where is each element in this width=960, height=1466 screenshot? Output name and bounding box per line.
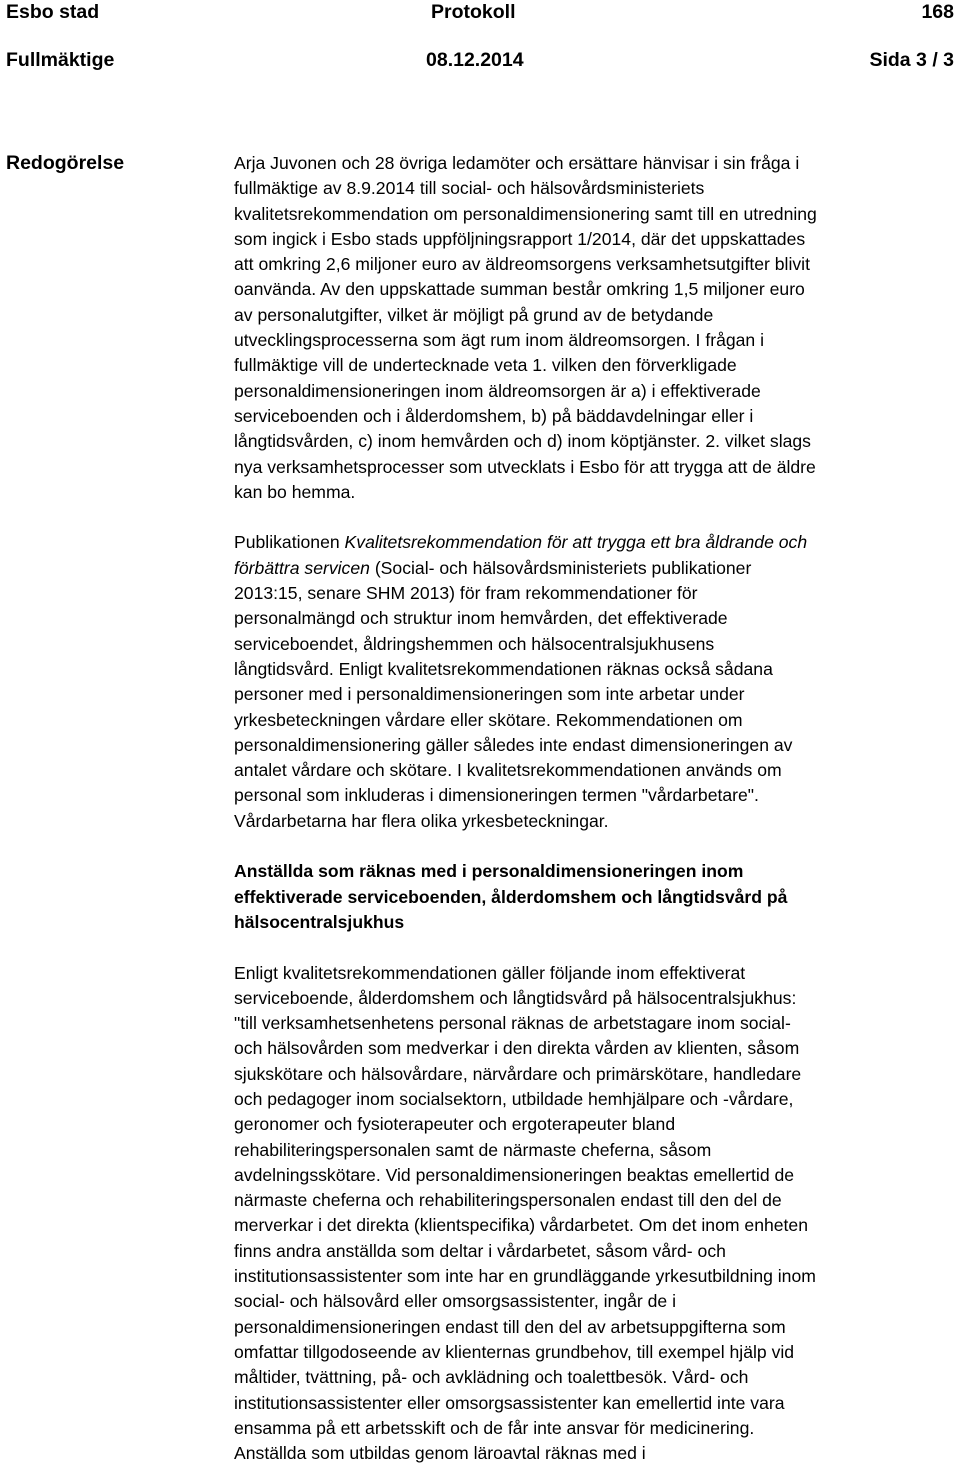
text-line: 2013:15, senare SHM 2013) för fram rekommendationer för [234, 581, 958, 606]
text-line: geronomer och fysioterapeuter och ergoterapeuter bland [234, 1112, 958, 1137]
text-line: personaldimensioneringen inom äldreomsorgen är a) i effektiverade [234, 379, 958, 404]
paragraph-recommendation [234, 961, 958, 1466]
text-line: närmaste cheferna och rehabiliteringspersonalen endast till den del de [234, 1188, 958, 1213]
header-body: Fullmäktige [6, 48, 114, 72]
section-heading [234, 859, 958, 935]
text-line: kvalitetsrekommendation om personaldimensionering samt till en utredning [234, 202, 958, 227]
text-line: av personalutgifter, vilket är möjligt på grund av de betydande [234, 303, 958, 328]
heading-line: hälsocentralsjukhus [234, 910, 958, 935]
text-line: att omkring 2,6 miljoner euro av äldreomsorgens verksamhetsutgifter blivit [234, 252, 958, 277]
text-line: finns andra anställda som deltar i vårdarbetet, såsom vård- och [234, 1239, 958, 1264]
text-line: personalmängd och struktur inom hemvården, det effektiverade [234, 606, 958, 631]
header-date: 08.12.2014 [426, 48, 524, 72]
text-line: avdelningsskötare. Vid personaldimensioneringen beaktas emellertid de [234, 1163, 958, 1188]
text-line: serviceboende, ålderdomshem och långtidsvård på hälsocentralsjukhus: [234, 986, 958, 1011]
text-line: "till verksamhetsenhetens personal räknas de arbetstagare inom social- [234, 1011, 958, 1036]
text-line: oanvända. Av den uppskattade summan består omkring 1,5 miljoner euro [234, 277, 958, 302]
text-line: kan bo hemma. [234, 480, 958, 505]
paragraph-spacer [234, 935, 958, 960]
main-text [234, 151, 958, 1466]
text-line: ensamma på ett arbetsskift och de får inte ansvar för medicinering. [234, 1416, 958, 1441]
heading-line: effektiverade serviceboenden, ålderdomshem och långtidsvård på [234, 885, 958, 910]
text-line [234, 530, 958, 555]
text-line: antalet vårdare och skötare. I kvalitetsrekommendationen används om [234, 758, 958, 783]
header-organization: Esbo stad [6, 0, 99, 24]
text-line: serviceboendet, åldringshemmen och hälsocentralsjukhusens [234, 632, 958, 657]
text-line: rehabiliteringspersonalen samt de närmaste cheferna, såsom [234, 1138, 958, 1163]
text-line: institutionsassistenter eller omsorgsassistenter kan emellertid inte vara [234, 1391, 958, 1416]
text-run: (Social- och hälsovårdsministeriets publikationer [370, 558, 751, 578]
text-line: personer med i personaldimensioneringen som inte arbetar under [234, 682, 958, 707]
text-line: Vårdarbetarna har flera olika yrkesbeteckningar. [234, 809, 958, 834]
text-line: och pedagoger inom socialsektorn, utbildade hemhjälpare och -vårdare, [234, 1087, 958, 1112]
text-line: personaldimensioneringen endast till den del av arbetsuppgifterna som [234, 1315, 958, 1340]
text-line: Anställda som utbildas genom läroavtal räknas med i [234, 1441, 958, 1466]
header-document-type: Protokoll [431, 0, 516, 24]
text-line: som ingick i Esbo stads uppföljningsrapport 1/2014, där det uppskattades [234, 227, 958, 252]
paragraph-question [234, 151, 958, 505]
header-protocol-number: 168 [921, 0, 954, 24]
header-page-number: Sida 3 / 3 [869, 48, 954, 72]
paragraph-spacer [234, 834, 958, 859]
section-label: Redogörelse [6, 151, 124, 175]
text-line: yrkesbeteckningen vårdare eller skötare. Rekommendationen om [234, 708, 958, 733]
text-line: merverkar i det direkta (klientspecifika) vårdarbetet. Om det inom enheten [234, 1213, 958, 1238]
text-line: omfattar tillgodoseende av klienternas grundbehov, till exempel hjälp vid [234, 1340, 958, 1365]
publication-title: Kvalitetsrekommendation för att trygga ett bra åldrande och [345, 532, 808, 552]
text-line: personaldimensionering gäller således inte endast dimensioneringen av [234, 733, 958, 758]
text-run: Publikationen [234, 532, 345, 552]
text-line: personal som inkluderas i dimensioneringen termen "vårdarbetare". [234, 783, 958, 808]
publication-title: förbättra servicen [234, 558, 370, 578]
text-line: nya verksamhetsprocesser som utvecklats i Esbo för att trygga att de äldre [234, 455, 958, 480]
text-line: måltider, tvättning, på- och avklädning och toalettbesök. Vård- och [234, 1365, 958, 1390]
paragraph-spacer [234, 505, 958, 530]
paragraph-publication [234, 530, 958, 834]
text-line: Enligt kvalitetsrekommendationen gäller följande inom effektiverat [234, 961, 958, 986]
text-line: långtidsvård. Enligt kvalitetsrekommendationen räknas också sådana [234, 657, 958, 682]
text-line: social- och hälsovård eller omsorgsassistenter, ingår de i [234, 1289, 958, 1314]
text-line: institutionsassistenter som inte har en grundläggande yrkesutbildning inom [234, 1264, 958, 1289]
text-line: Arja Juvonen och 28 övriga ledamöter och ersättare hänvisar i sin fråga i [234, 151, 958, 176]
heading-line: Anställda som räknas med i personaldimensioneringen inom [234, 859, 958, 884]
text-line: långtidsvården, c) inom hemvården och d) inom köptjänster. 2. vilket slags [234, 429, 958, 454]
text-line: och hälsovården som medverkar i den direkta vården av klienten, såsom [234, 1036, 958, 1061]
text-line: fullmäktige vill de undertecknade veta 1. vilken den förverkligade [234, 353, 958, 378]
text-line: fullmäktige av 8.9.2014 till social- och hälsovårdsministeriets [234, 176, 958, 201]
text-line [234, 556, 958, 581]
text-line: serviceboenden och i ålderdomshem, b) på bäddavdelningar eller i [234, 404, 958, 429]
text-line: utvecklingsprocesserna som ägt rum inom äldreomsorgen. I frågan i [234, 328, 958, 353]
text-line: sjukskötare och hälsovårdare, närvårdare och primärskötare, handledare [234, 1062, 958, 1087]
